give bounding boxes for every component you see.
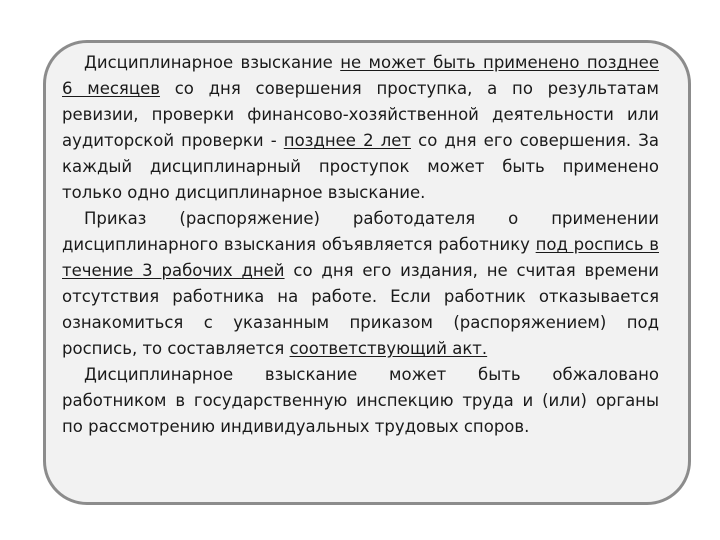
- underlined-text: не может быть применено позднее 6 месяцев: [62, 53, 659, 98]
- paragraph-text: со дня его издания, не считая времени отсутствия работника на работе. Если работник отказывается ознакомиться с указанным приказом (распоряжением) под роспись, то составляется: [62, 261, 659, 358]
- underlined-text: позднее 2 лет: [283, 131, 411, 150]
- paragraph-text: Дисциплинарное взыскание: [84, 53, 341, 72]
- paragraph-2: [62, 206, 659, 362]
- underlined-text: под роспись в течение 3 рабочих дней: [62, 235, 659, 280]
- paragraph-text: со дня его совершения. За каждый дисциплинарный проступок может быть применено только одно дисциплинарное взыскание.: [62, 131, 659, 202]
- paragraph-1: [62, 50, 659, 206]
- text-body: [62, 50, 659, 440]
- paragraph-3: [62, 362, 659, 440]
- paragraph-text: Приказ (распоряжение) работодателя о применении дисциплинарного взыскания объявляется работнику: [62, 209, 659, 254]
- paragraph-text: Дисциплинарное взыскание может быть обжаловано работником в государственную инспекцию труда и (или) органы по рассмотрению индивидуальных трудовых споров.: [62, 365, 659, 436]
- underlined-text: соответствующий акт.: [289, 339, 488, 358]
- paragraph-text: со дня совершения проступка, а по результатам ревизии, проверки финансово-хозяйственной деятельности или аудиторской проверки -: [62, 79, 659, 150]
